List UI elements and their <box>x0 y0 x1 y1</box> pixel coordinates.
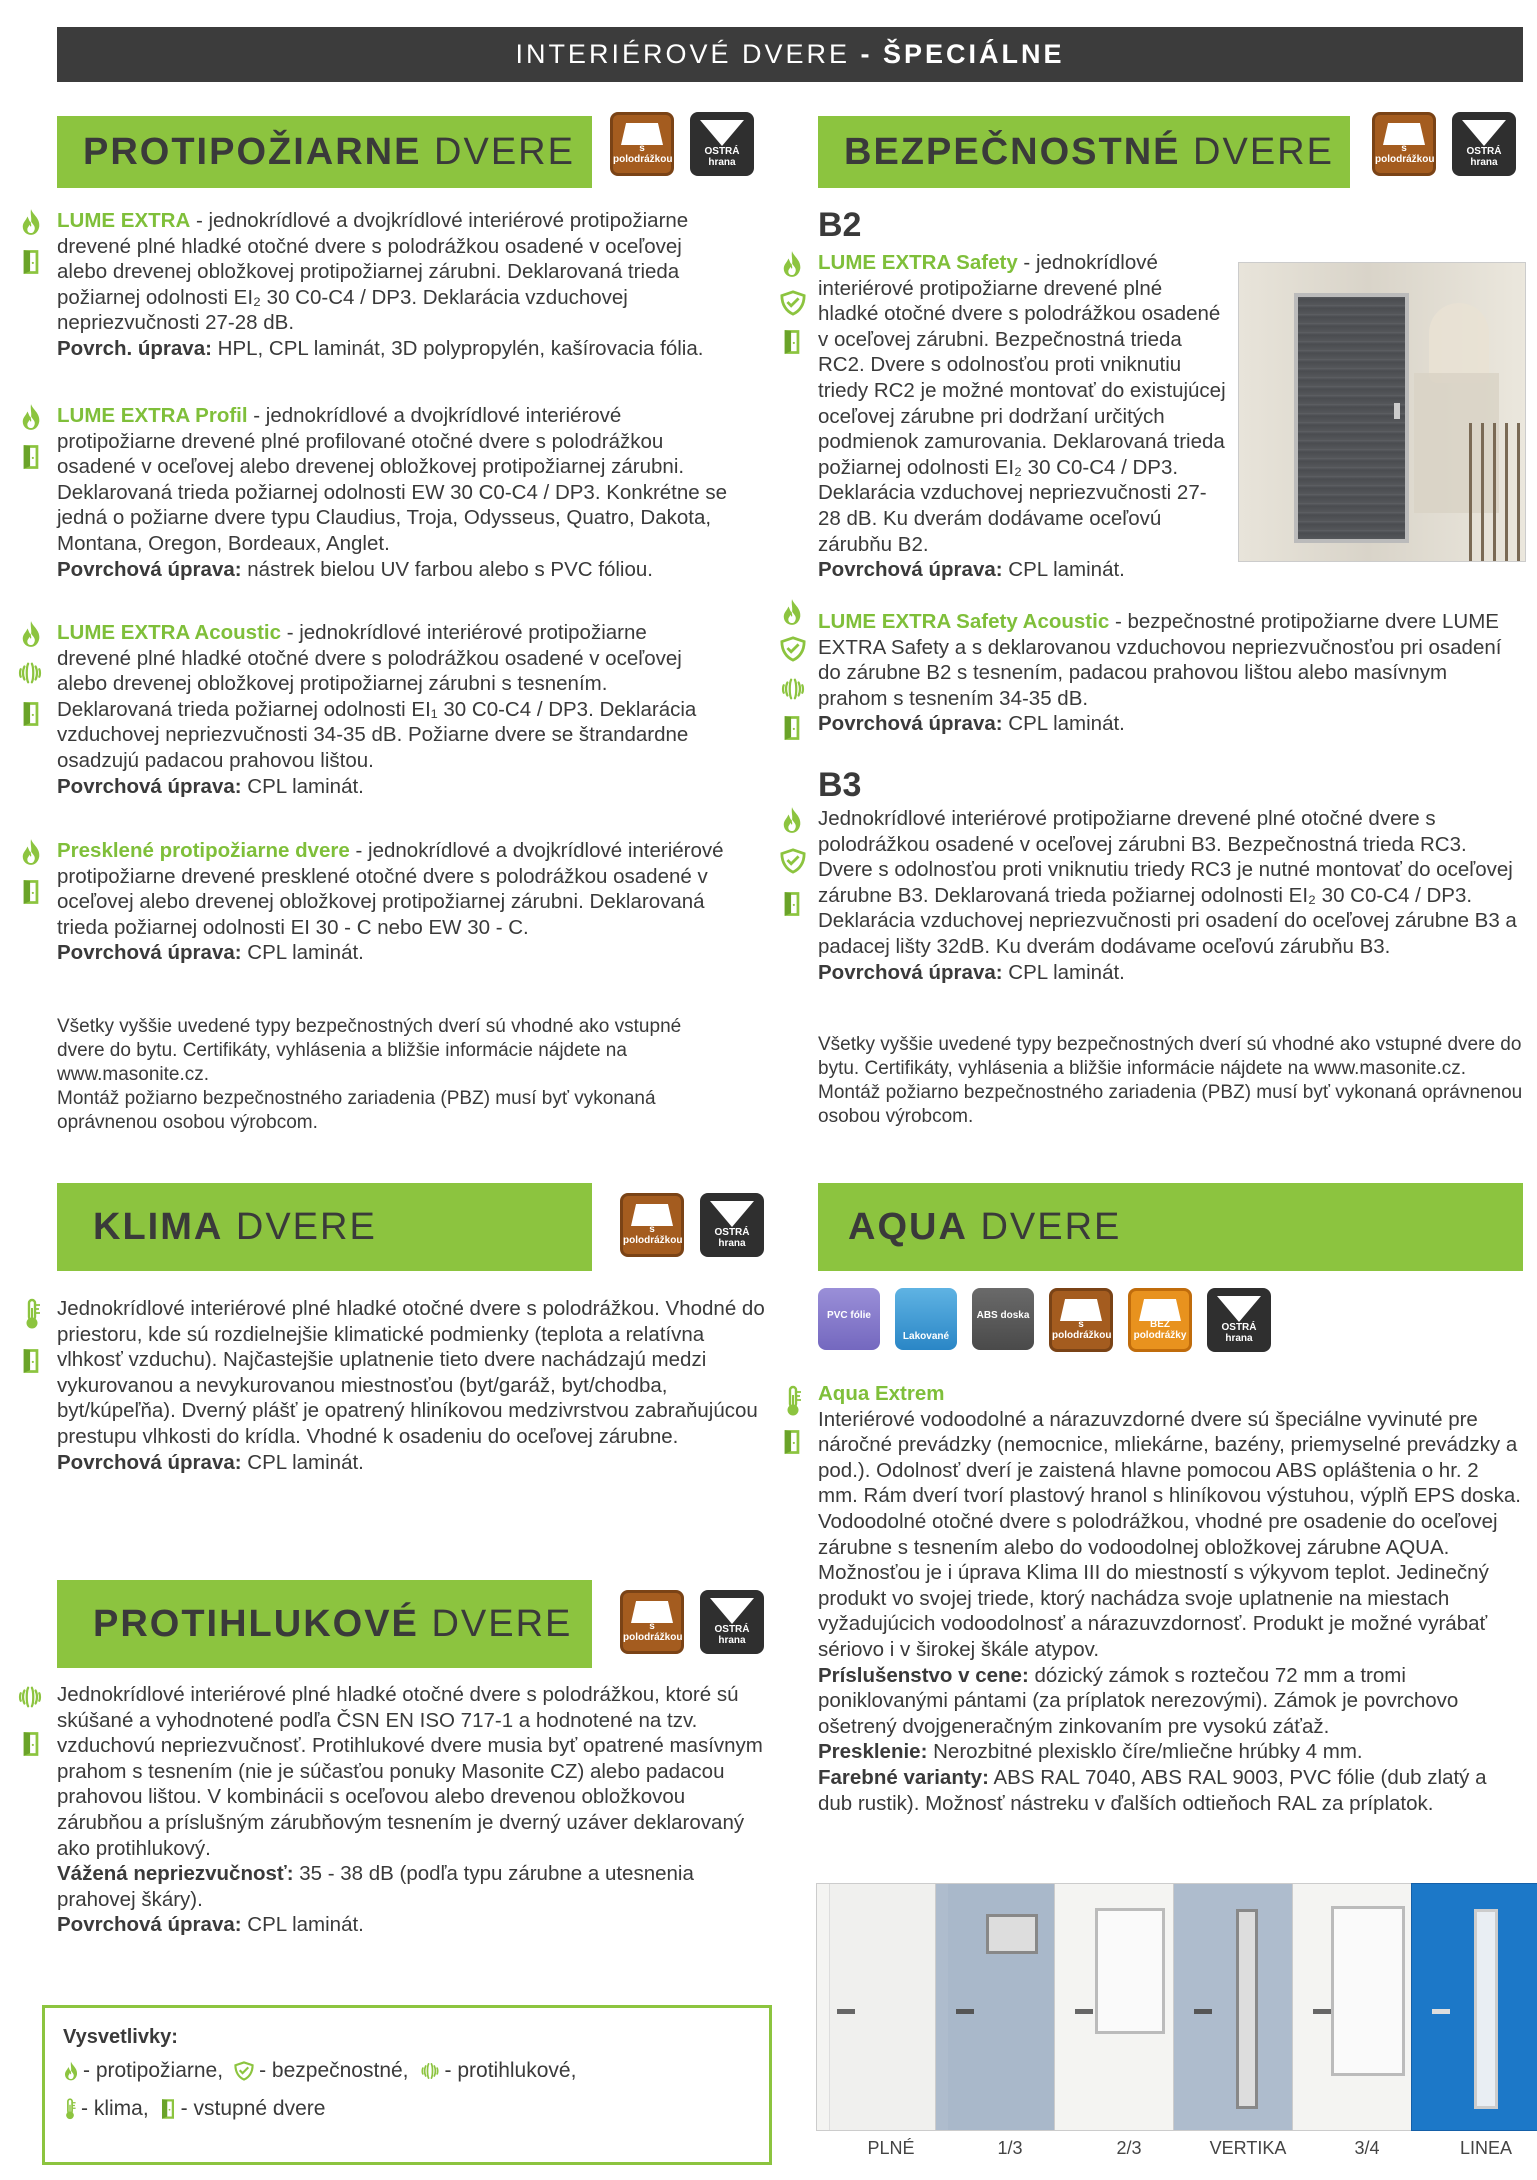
legend-entry: - vstupné dvere <box>180 2097 326 2120</box>
door-caption: PLNÉ <box>867 2138 915 2158</box>
page-header <box>57 27 1523 82</box>
ostra-hrana-icon: OSTRÁ hrana <box>700 1590 764 1654</box>
entry-door-icon <box>781 890 803 918</box>
climate-icon <box>783 1385 803 1417</box>
acoustic-icon <box>16 1684 44 1710</box>
legend-acoustic: - protihlukové, <box>444 2059 577 2082</box>
door-caption: 3/4 <box>1354 2138 1380 2158</box>
lume-extra-safety-item: LUME EXTRA Safety - jednokrídlové interiérové protipožiarne drevené plné hladké otočné dvere s polodrážkou osadené v oceľovej zárubni. Bezpečnostná trieda RC2. Dvere s odolnosťou proti vniknutiu triedy RC2 je možné montovať do existujúcej oceľovej zárubne pri dodržaní určitých podmienok zamurovania. Deklarovaná trieda požiarnej odolnosti EI₂ 30 C0-C4 / DP3. Deklarácia vzduchovej nepriezvučnosti 27-28 dB. Ku dverám dodávame oceľovú zárubňu B2. Povrchová úprava: CPL laminát. <box>818 251 1226 582</box>
door-caption: VERTIKA <box>1209 2138 1287 2158</box>
bezpecnostne-note: Všetky vyššie uvedené typy bezpečnostných dverí sú vhodné ako vstupné dvere do bytu. Certifikáty, vyhlásenia a bližšie informácie nájdete na www.masonite.cz. Montáž požiarno bezpečnostného zariadenia (PBZ) musí byť vykonaná oprávnenou osobou výrobcom. <box>818 1034 1523 1127</box>
door-caption: 1/3 <box>997 2138 1023 2158</box>
bez-polodrazky-icon: BEZ polodrážky <box>1128 1288 1192 1352</box>
b3-item: Jednokrídlové interiérové protipožiarne drevené plné otočné dvere s polodrážkou osadené v oceľovej zárubni B3. Bezpečnostná trieda RC3. Dvere s odolnosťou proti vniknutiu triedy RC3 je nutné montovať do oceľovej zárubne B3. Deklarovaná trieda požiarnej odolnosti EI₂ 30 C0-C4 / DP3. Deklarácia vzduchovej nepriezvučnosti pri osadení do oceľovej zárubne B3 a padacej lišty 32dB. Ku dverám dodávame oceľovú zárubňu B3. Povrchová úprava: CPL laminát. <box>818 807 1517 984</box>
aqua-text: Aqua Extrem Interiérové vodoodolné a nárazuvzdorné dvere sú špeciálne vyvinuté pre náročné prevádzky (nemocnice, mliekárne, bazény, priemyselné prevádzky a pod.). Odolnosť dverí je zaistená hlavne pomocou ABS opláštenia o hr. 2 mm. Rám dverí tvorí plastový hranol s hliníkovou výstuhou, výplň EPS doska. Vodoodolné otočné dvere s polodrážkou, vhodné pre osadenie do oceľovej zárubne s tesnením alebo do vodoodolnej obložkovej zárubne AQUA. Možnosťou je i úprava Klima III do miestností s výkyvom teplot. Jedinečný produkt vo svojej triede, ktorý nachádza svoje uplatnenie na miestach vyžadujúcich vodoodolnosť a nárazuvzdornosť. Produkt je možné vyrábať sériovo i v širokej škále atypov. Príslušenstvo v cene: dózický zámok s roztečou 72 mm a tromi poniklovanými pántami (za príplatok nerezovými). Zámok je povrchovo ošetrený dvojgeneračným zinkovaním pre vysokú záťaž. Presklenie: Nerozbitné plexisklo číre/mliečne hrúbky 4 mm. Farebné varianty: ABS RAL 7040, ABS RAL 9003, PVC fólie (dub zlatý a dub rustik). Možnosť nástreku v ďalších odtieňoch RAL za príplatok. <box>818 1382 1521 1815</box>
ostra-hrana-icon: OSTRÁ hrana <box>1207 1288 1271 1352</box>
legend-climate: - klima, <box>81 2097 149 2120</box>
title-regular: DVERE <box>1193 131 1334 173</box>
entry-door-icon <box>159 2097 177 2121</box>
title-regular: DVERE <box>980 1206 1122 1248</box>
lume-extra-safety-acoustic-item: LUME EXTRA Safety Acoustic - bezpečnostné protipožiarne dvere LUME EXTRA Safety a s deklarovanou vzduchovou nepriezvučnosťou pri osadení do zárubne B2 s tesnením, padacou prahovou lištou alebo masívnym prahom s tesnením 34-35 dB. Povrchová úprava: CPL laminát. <box>818 610 1502 736</box>
entry-door-icon <box>20 700 42 728</box>
entry-door-icon <box>20 1347 42 1375</box>
protihlukove-text: Jednokrídlové interiérové plné hladké otočné dvere s polodrážkou, ktoré sú skúšané a vyhodnotené podľa ČSN EN ISO 717-1 a hodnotené na tzv. vzduchovú nepriezvučnosť. Protihlukové dvere musia byť opatrené masívnym prahom s tesnením (nie je súčasťou ponuky Masonite CZ) alebo padacou prahovou lištou. V kombinácii s oceľovou alebo drevenou obložkovou zárubňou a príslušným zárubňovým tesnením je dverný uzáver deklarovaný ako protihlukový. Vážená nepriezvučnosť: 35 - 38 dB (podľa typu zárubne a utesnenia prahovej škáry). Povrchová úprava: CPL laminát. <box>57 1683 763 1937</box>
b2-heading: B2 <box>818 206 862 244</box>
fire-icon <box>20 208 42 236</box>
climate-icon <box>22 1298 42 1330</box>
ostra-hrana-icon: OSTRÁ hrana <box>700 1193 764 1257</box>
polodrazka-icon: s polodrážkou <box>1372 112 1436 176</box>
fire-icon <box>20 620 42 648</box>
entry-door-icon <box>781 328 803 356</box>
entry-door-icon <box>781 1428 803 1456</box>
title-regular: DVERE <box>434 131 575 173</box>
title-bold: KLIMA <box>93 1206 224 1248</box>
polodrazka-icon: s polodrážkou <box>620 1193 684 1257</box>
protipoziarne-icons <box>610 112 754 176</box>
legend-safety: - bezpečnostné, <box>259 2059 409 2082</box>
protipoziarne-note: Všetky vyššie uvedené typy bezpečnostných dverí sú vhodné ako vstupné dvere do bytu. Certifikáty, vyhlásenia a bližšie informácie nájdete na www.masonite.cz. Montáž požiarno bezpečnostného zariadenia (PBZ) musí byť vykonaná oprávnenou osobou výrobcom. <box>57 1016 682 1133</box>
klima-text: Jednokrídlové interiérové plné hladké otočné dvere s polodrážkou. Vhodné do priestoru, kde sú rozdielnejšie klimatické podmienky (teplota a relatívna vlhkosť vzduchu). Najčastejšie uplatnenie tieto dvere nachádzajú medzi vykurovanou a nevykurovanou miestnosťou (byt/garáž, byt/chodba, byt/kúpeľňa). Dverný plášť je opatrený hliníkovou medzivrstvou zabraňujúcou prestupu vlhkosti do krídla. Vhodné k osadeniu do oceľovej zárubne. Povrchová úprava: CPL laminát. <box>57 1297 765 1474</box>
header-subtitle: - ŠPECIÁLNE <box>860 39 1065 69</box>
acoustic-icon <box>419 2061 441 2081</box>
safety-icon <box>779 848 807 874</box>
lume-extra-profil-item: LUME EXTRA Profil - jednokrídlové a dvojkrídlové interiérové protipožiarne drevené plné profilované otočné dvere s polodrážkou osadené v oceľovej alebo drevenej obložkovej protipožiarnej zárubni. Deklarovaná trieda požiarnej odolnosti EW 30 C0-C4 / DP3. Konkrétne se jedná o požiarne dvere typu Claudius, Troja, Odysseus, Quatro, Dakota, Montana, Oregon, Bordeaux, Anglet. Povrchová úprava: nástrek bielou UV farbou alebo s PVC fóliou. <box>57 404 728 581</box>
title-bold: AQUA <box>848 1206 968 1248</box>
security-door-photo <box>1238 262 1526 562</box>
protihlukove-icons <box>620 1590 764 1654</box>
title-bold: BEZPEČNOSTNÉ <box>844 131 1181 173</box>
entry-door-icon <box>781 714 803 742</box>
legend-fire: - protipožiarne, <box>83 2059 224 2082</box>
entry-door-icon <box>20 1730 42 1758</box>
klima-title-band <box>57 1183 592 1271</box>
title-regular: DVERE <box>431 1603 573 1645</box>
polodrazka-icon: s polodrážkou <box>610 112 674 176</box>
door-caption: LINEA <box>1459 2138 1513 2158</box>
door-caption: 2/3 <box>1116 2138 1142 2158</box>
protihlukove-title-band <box>57 1580 592 1668</box>
klima-icons <box>620 1193 764 1257</box>
ostra-hrana-icon: OSTRÁ hrana <box>690 112 754 176</box>
abs-doska-icon: ABS doska <box>972 1288 1034 1350</box>
fire-icon <box>781 598 803 626</box>
lume-extra-item: LUME EXTRA - jednokrídlové a dvojkrídlové interiérové protipožiarne drevené plné hladké otočné dvere s polodrážkou osadené v oceľovej alebo drevenej obložkovej protipožiarnej zárubni. Deklarovaná trieda požiarnej odolnosti EI₂ 30 C0-C4 / DP3. Deklarácia vzduchovej nepriezvučnosti 27-28 dB. Povrch. úprava: HPL, CPL laminát, 3D polypropylén, kašírovacia fólia. <box>57 209 704 360</box>
safety-icon <box>233 2061 255 2081</box>
fire-icon <box>20 838 42 866</box>
preskleni-item: Presklené protipožiarne dvere - jednokrídlové a dvojkrídlové interiérové protipožiarne drevené presklené otočné dvere s polodrážkou osadené v oceľovej alebo drevenej obložkovej protipožiarnej zárubni. Deklarovaná trieda požiarnej odolnosti EI 30 - C nebo EW 30 - C. Povrchová úprava: CPL laminát. <box>57 839 724 965</box>
b3-heading: B3 <box>818 766 862 804</box>
legend-box <box>42 2005 772 2165</box>
entry-door-icon <box>20 248 42 276</box>
header-title: INTERIÉROVÉ DVERE <box>515 39 850 69</box>
title-bold: PROTIHLUKOVÉ <box>93 1603 419 1645</box>
protipoziarne-title-band <box>57 116 592 188</box>
fire-icon <box>781 250 803 278</box>
climate-icon <box>63 2097 77 2121</box>
polodrazka-icon: s polodrážkou <box>1049 1288 1113 1352</box>
aqua-title-band <box>818 1183 1523 1271</box>
title-regular: DVERE <box>235 1206 377 1248</box>
safety-icon <box>779 636 807 662</box>
entry-door-icon <box>20 878 42 906</box>
fire-icon <box>63 2061 79 2081</box>
ostra-hrana-icon: OSTRÁ hrana <box>1452 112 1516 176</box>
bezpecnostne-title-band <box>818 116 1350 188</box>
door-linea <box>1411 1883 1537 2131</box>
fire-icon <box>781 806 803 834</box>
aqua-icons <box>818 1288 1271 1352</box>
legend-title: Vysvetlivky: <box>63 2026 178 2048</box>
lakovane-icon: Lakované <box>895 1288 957 1350</box>
polodrazka-icon: s polodrážkou <box>620 1590 684 1654</box>
lume-extra-acoustic-item: LUME EXTRA Acoustic - jednokrídlové interiérové protipožiarne drevené plné hladké otočné dvere s polodrážkou osadené v oceľovej alebo drevenej obložkovej protipožiarnej zárubni s tesnením. Deklarovaná trieda požiarnej odolnosti EI₁ 30 C0-C4 / DP3. Deklarácia vzduchovej nepriezvučnosti 34-35 dB. Požiarne dvere se štrandardne osadzujú padacou prahovou lištou. Povrchová úprava: CPL laminát. <box>57 621 697 798</box>
acoustic-icon <box>16 660 44 686</box>
pvc-folie-icon: PVC fólie <box>818 1288 880 1350</box>
acoustic-icon <box>779 676 807 702</box>
entry-door-icon <box>20 443 42 471</box>
bezpecnostne-icons <box>1372 112 1516 176</box>
safety-icon <box>779 290 807 316</box>
fire-icon <box>20 403 42 431</box>
title-bold: PROTIPOŽIARNE <box>83 131 422 173</box>
